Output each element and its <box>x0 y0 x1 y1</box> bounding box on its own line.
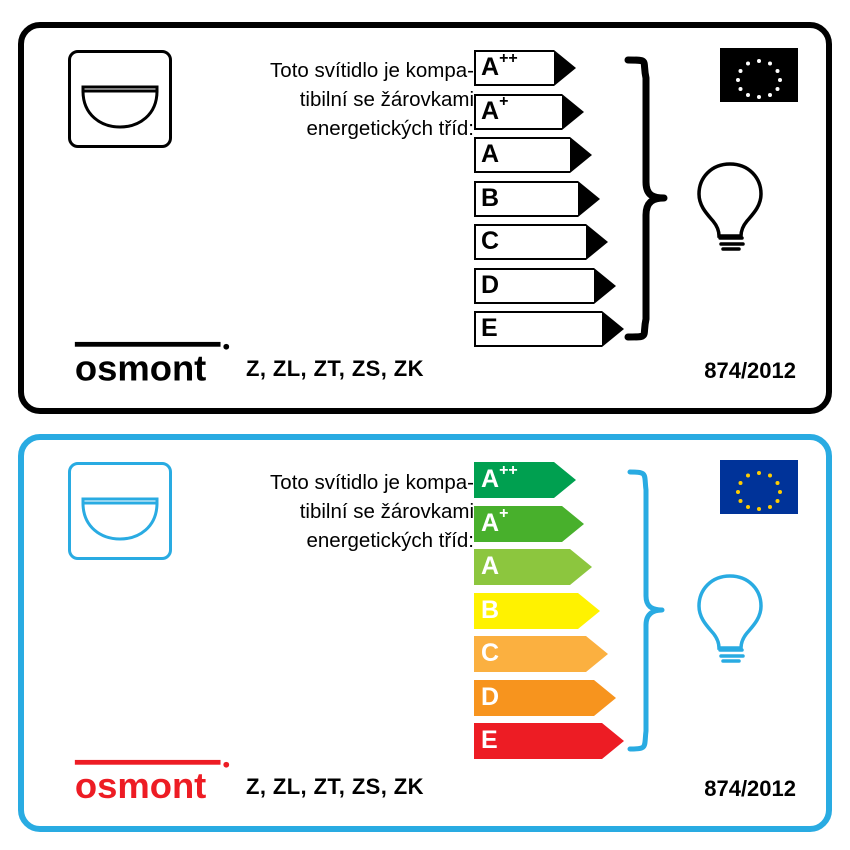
model-list: Z, ZL, ZT, ZS, ZK <box>246 356 424 381</box>
energy-class-label: E <box>481 314 498 342</box>
energy-class-row <box>474 181 634 219</box>
headline-line-2: tibilní se žárovkami <box>299 500 474 523</box>
energy-class-label: C <box>481 639 500 667</box>
energy-label-color <box>18 434 832 832</box>
energy-class-label: A++ <box>481 461 518 493</box>
wall-luminaire-glyph <box>71 465 169 557</box>
eu-flag-icon <box>720 48 798 102</box>
energy-class-label: A <box>481 552 500 580</box>
osmont-logo <box>72 340 232 386</box>
regulation-number: 874/2012 <box>704 776 796 801</box>
energy-class-row <box>474 723 634 761</box>
energy-class-row <box>474 549 634 587</box>
energy-class-label: C <box>481 227 500 255</box>
headline-text <box>194 468 474 555</box>
headline-line-1: Toto svítidlo je kompa- <box>270 59 474 82</box>
energy-class-label: D <box>481 270 500 299</box>
wall-luminaire-glyph <box>71 53 169 145</box>
curly-brace-icon <box>624 56 670 341</box>
headline-line-1: Toto svítidlo je kompa- <box>270 471 474 494</box>
eu-flag-stars <box>720 48 798 102</box>
energy-class-row <box>474 311 634 349</box>
energy-class-row <box>474 94 634 132</box>
energy-class-label: A+ <box>481 505 509 537</box>
eu-flag-stars <box>720 460 798 514</box>
headline-line-3: energetických tříd: <box>306 529 474 552</box>
light-bulb-icon <box>689 158 771 254</box>
light-bulb-icon <box>689 570 771 666</box>
headline-text <box>194 56 474 143</box>
energy-class-scale <box>474 462 634 767</box>
energy-class-row <box>474 593 634 631</box>
energy-class-row <box>474 506 634 544</box>
model-list: Z, ZL, ZT, ZS, ZK <box>246 774 424 799</box>
headline-line-2: tibilní se žárovkami <box>299 88 474 111</box>
energy-class-row <box>474 680 634 718</box>
curly-brace-icon <box>624 468 670 753</box>
regulation-number: 874/2012 <box>704 358 796 383</box>
energy-class-row <box>474 224 634 262</box>
energy-label-monochrome <box>18 22 832 414</box>
energy-class-label: A <box>481 140 500 168</box>
energy-class-row <box>474 137 634 175</box>
energy-class-scale <box>474 50 634 355</box>
osmont-logo-text: osmont <box>74 765 207 804</box>
wall-luminaire-icon <box>68 50 172 148</box>
osmont-logo-text: osmont <box>74 347 207 386</box>
energy-class-row <box>474 50 634 88</box>
energy-class-row <box>474 636 634 674</box>
energy-class-row <box>474 268 634 306</box>
energy-class-label: B <box>481 595 500 624</box>
energy-class-label: A+ <box>481 93 509 125</box>
wall-luminaire-icon <box>68 462 172 560</box>
energy-class-row <box>474 462 634 500</box>
headline-line-3: energetických tříd: <box>306 117 474 140</box>
energy-class-label: B <box>481 183 500 212</box>
energy-class-label: D <box>481 682 500 711</box>
energy-class-label: E <box>481 726 498 754</box>
osmont-logo <box>72 758 232 804</box>
eu-flag-icon <box>720 460 798 514</box>
energy-class-label: A++ <box>481 49 518 81</box>
